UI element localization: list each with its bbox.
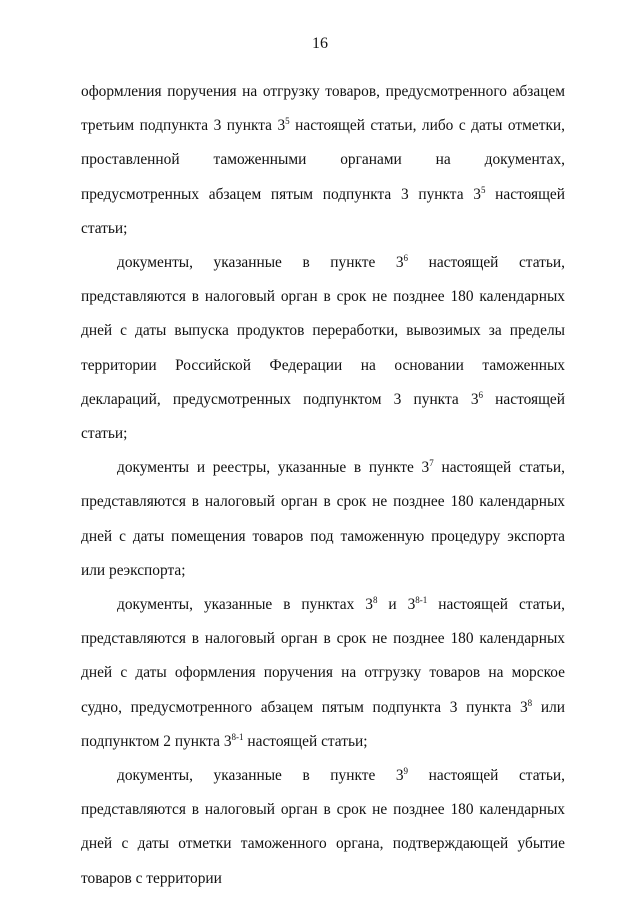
text-run: и 3 — [377, 596, 416, 614]
text-run: или подпунктом 2 пункта 3 — [81, 698, 565, 750]
paragraph — [81, 451, 565, 588]
text-run: настоящей статьи; — [81, 185, 565, 237]
superscript: 8-1 — [231, 731, 244, 742]
text-run: документы и реестры, указанные в пункте 3 — [117, 459, 430, 477]
superscript: 5 — [285, 116, 290, 127]
text-run: документы, указанные в пунктах 3 — [117, 596, 373, 614]
text-run: документы, указанные в пункте 3 — [117, 254, 404, 272]
paragraph — [81, 75, 565, 246]
page-number: 16 — [312, 35, 328, 52]
superscript: 6 — [403, 253, 409, 264]
superscript: 6 — [478, 389, 484, 400]
paragraph — [81, 246, 565, 451]
superscript: 9 — [403, 766, 409, 777]
text-run: настоящей статьи, представляются в налоговый орган в срок не позднее 180 календарных дней с даты помещения товаров под таможенную процедуру экспорта или реэкспорта; — [81, 459, 565, 579]
text-run: настоящей статьи; — [243, 732, 368, 750]
text-run: настоящей статьи, представляются в налоговый орган в срок не позднее 180 календарных дней с даты отметки таможенного органа, подтверждающей убытие товаров с территории — [81, 767, 565, 887]
text-run: настоящей статьи, представляются в налоговый орган в срок не позднее 180 календарных дней с даты выпуска продуктов переработки, вывозимых за пределы территории Российской Федерации на основании таможенных деклараций, предусмотренных подпунктом 3 пункта 3 — [81, 254, 565, 408]
superscript: 8 — [527, 697, 533, 708]
text-run: настоящей статьи; — [81, 390, 565, 443]
text-run: оформления поручения на отгрузку товаров, предусмотренного абзацем третьим подпункта 3 пункта 3 — [81, 83, 565, 135]
paragraph — [81, 759, 565, 896]
paragraph — [81, 588, 565, 759]
text-run: настоящей статьи, представляются в налоговый орган в срок не позднее 180 календарных дней с даты оформления поручения на отгрузку товаров на морское судно, предусмотренного абзацем пятым подпункта 3 пункта 3 — [81, 596, 565, 716]
superscript: 8-1 — [415, 595, 428, 606]
document-body — [81, 75, 565, 896]
superscript: 5 — [480, 184, 486, 195]
superscript: 8 — [372, 595, 378, 606]
text-run: документы, указанные в пункте 3 — [117, 767, 404, 785]
text-run: настоящей статьи, либо с даты отметки, проставленной таможенными органами на документах, предусмотренных абзацем пятым подпункта 3 пункта 3 — [81, 117, 566, 203]
superscript: 7 — [429, 458, 434, 469]
